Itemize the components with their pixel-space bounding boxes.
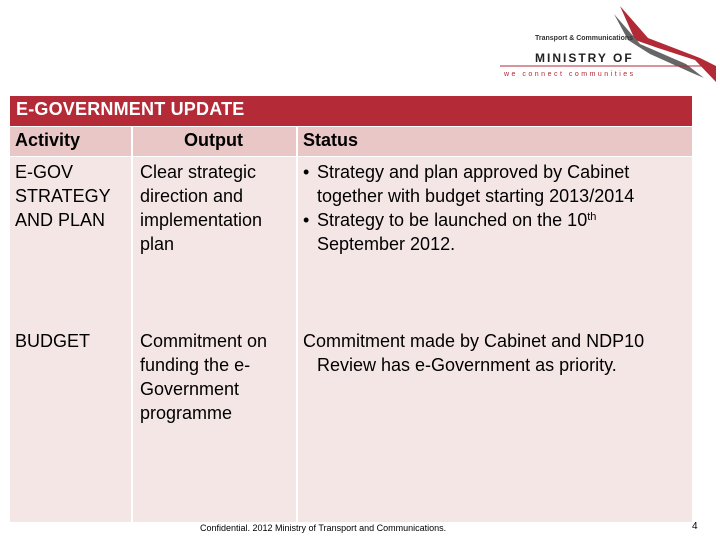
table-cell: Clear strategic bbox=[140, 162, 257, 182]
status-bullet bbox=[303, 208, 688, 256]
bullet-text: Strategy to be launched on the 10 bbox=[317, 210, 588, 230]
header-output: Output bbox=[184, 130, 243, 150]
row2-output bbox=[140, 329, 267, 425]
bullet-text: September 2012. bbox=[317, 234, 456, 254]
row2-status: Commitment made by Cabinet and NDP10 Review has e-Government as priority. bbox=[303, 331, 645, 375]
table-cell: funding the e- bbox=[140, 355, 251, 375]
table-cell: BUDGET bbox=[15, 331, 91, 351]
table-cell: E-GOV bbox=[15, 162, 74, 182]
table-cell: Commitment on bbox=[140, 331, 268, 351]
table-cell: plan bbox=[140, 234, 175, 254]
table-cell: implementation bbox=[140, 210, 263, 230]
table-header bbox=[10, 127, 692, 156]
row1-status bbox=[303, 160, 688, 256]
table-cell: programme bbox=[140, 403, 233, 423]
bullet-text: Strategy and plan approved by Cabinet together with budget starting 2013/2014 bbox=[317, 162, 635, 206]
status-bullet bbox=[303, 160, 688, 208]
header-status: Status bbox=[303, 130, 359, 150]
ordinal-suffix: th bbox=[587, 211, 597, 223]
page-title: E-GOVERNMENT UPDATE bbox=[16, 99, 245, 119]
table-cell: AND PLAN bbox=[15, 210, 106, 230]
page-number: 4 bbox=[692, 521, 698, 532]
title-bar bbox=[10, 96, 692, 127]
column-divider bbox=[296, 127, 298, 522]
logo-line2: MINISTRY OF bbox=[535, 51, 634, 65]
logo-line1: Transport & Communications bbox=[535, 35, 634, 42]
row1-activity bbox=[15, 160, 111, 232]
header-activity: Activity bbox=[15, 130, 81, 150]
table-cell: Government bbox=[140, 379, 240, 399]
table-cell: STRATEGY bbox=[15, 186, 111, 206]
row2-activity bbox=[15, 329, 90, 353]
ministry-logo bbox=[490, 0, 720, 90]
footer-text: Confidential. 2012 Ministry of Transport and Communications. bbox=[200, 523, 447, 533]
table-cell: direction and bbox=[140, 186, 244, 206]
status-bullet-list bbox=[303, 160, 688, 256]
column-divider bbox=[131, 127, 133, 522]
logo-tagline: we connect communities bbox=[504, 71, 636, 78]
row1-output bbox=[140, 160, 262, 256]
